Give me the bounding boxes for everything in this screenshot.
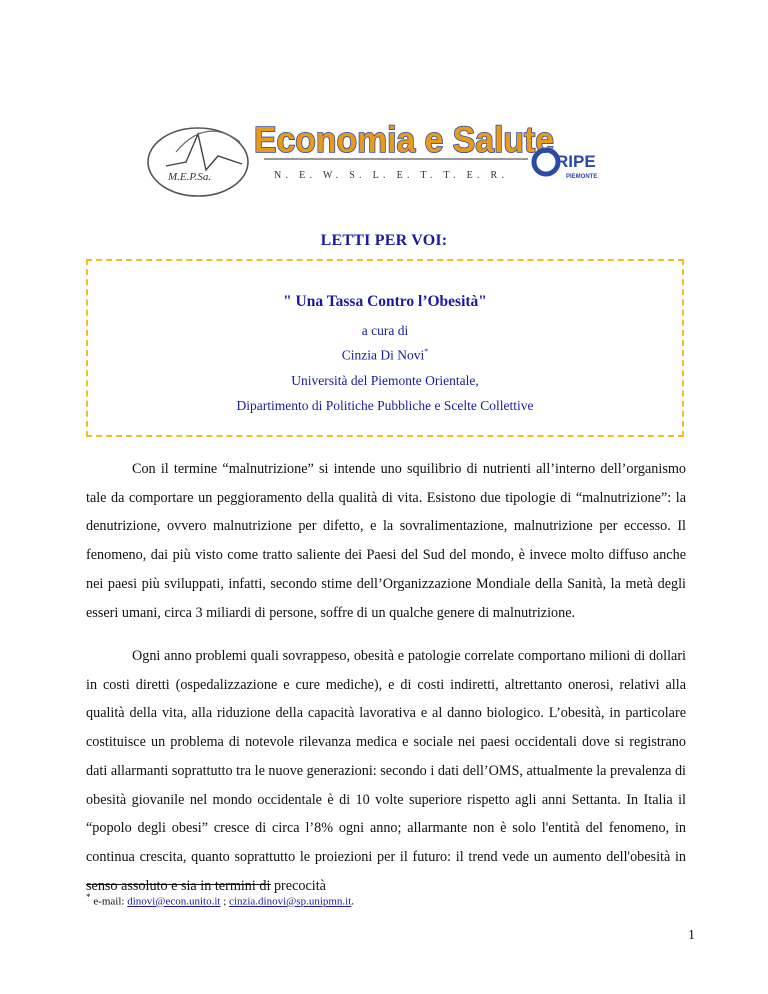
article-title: " Una Tassa Contro l’Obesità" [283,293,487,310]
article-info-box [86,259,684,437]
author-name: Cinzia Di Novi [341,347,425,363]
body-paragraph-1: Con il termine “malnutrizione” si intende uno squilibrio di nutrienti all’interno dell’organismo tale da comportare un peggioramento della qualità di vita. Esistono due tipologie di “malnutrizione”: la denutrizione, ovvero malnutrizione per difetto, e la sovralimentazione, malnutrizione per eccesso. Il fenomeno, dai più visto come tratto saliente dei Paesi del Sud del mondo, è invece molto diffuso anche nei paesi più sviluppati, infatti, secondo stime dell’Organizzazione Mondiale della Sanità, la metà degli esseri umani, circa 3 miliardi di persone, soffre di un qualche genere di malnutrizione. [86,461,686,621]
department: Dipartimento di Politiche Pubbliche e Scelte Collettive [236,398,534,413]
body-paragraph-2: Ogni anno problemi quali sovrappeso, obesità e patologie correlate comportano milioni di dollari in costi diretti (ospedalizzazione e cure mediche), e di costi indiretti, altrettanto onerosi, relativi alla qualità della vita, alla riduzione della capacità lavorativa e al danno biologico. L’obesità, in particolare costituisce un problema di notevole rilevanza medica e sociale nei paesi occidentali dove si registrano dati allarmanti soprattutto tra le nuove generazioni: secondo i dati dell’OMS, attualmente la prevalenza di obesità giovanile nel mondo occidentale è di 10 volte superiore rispetto agli anni Settanta. In Italia il “popolo degli obesi” cresce di circa l’8% ogni anno; allarmante non è solo l'entità del fenomeno, in continua crescita, quanto soprattutto le proiezioni per il futuro: il trend vede un aumento dell'obesità in senso assoluto e sia in termini di precocità [86,648,687,894]
header-graphic [146,112,626,202]
footnote-mark: * [86,892,91,902]
footnote-suffix: . [351,895,355,908]
mepsa-logo-pulse [166,134,242,170]
email-link-2[interactable]: cinzia.dinovi@sp.unipmn.it [229,895,352,908]
section-title: LETTI PER VOI: [320,232,448,249]
newsletter-header [146,112,626,202]
footnote-separator [86,884,271,885]
footnote-separator-text: ; [220,895,230,908]
newsletter-title: Economia e Salute [254,119,554,160]
author-line [88,347,682,364]
newsletter-subtitle: N. E. W. S. L. E. T. T. E. R. [274,170,505,181]
page-number: 1 [688,928,695,943]
ripe-logo-text: RIPE [556,152,596,171]
ripe-logo-subtext: PIEMONTE [566,174,598,180]
mepsa-logo-oval [148,128,248,196]
by-line: a cura di [361,323,409,338]
university: Università del Piemonte Orientale, [291,373,479,388]
author-footnote-mark: * [424,347,429,356]
footnote [86,892,354,908]
footnote-prefix: e-mail: [90,895,128,908]
mepsa-logo-text: M.E.P.Sa. [168,171,212,183]
email-link-1[interactable]: dinovi@econ.unito.it [127,895,221,908]
